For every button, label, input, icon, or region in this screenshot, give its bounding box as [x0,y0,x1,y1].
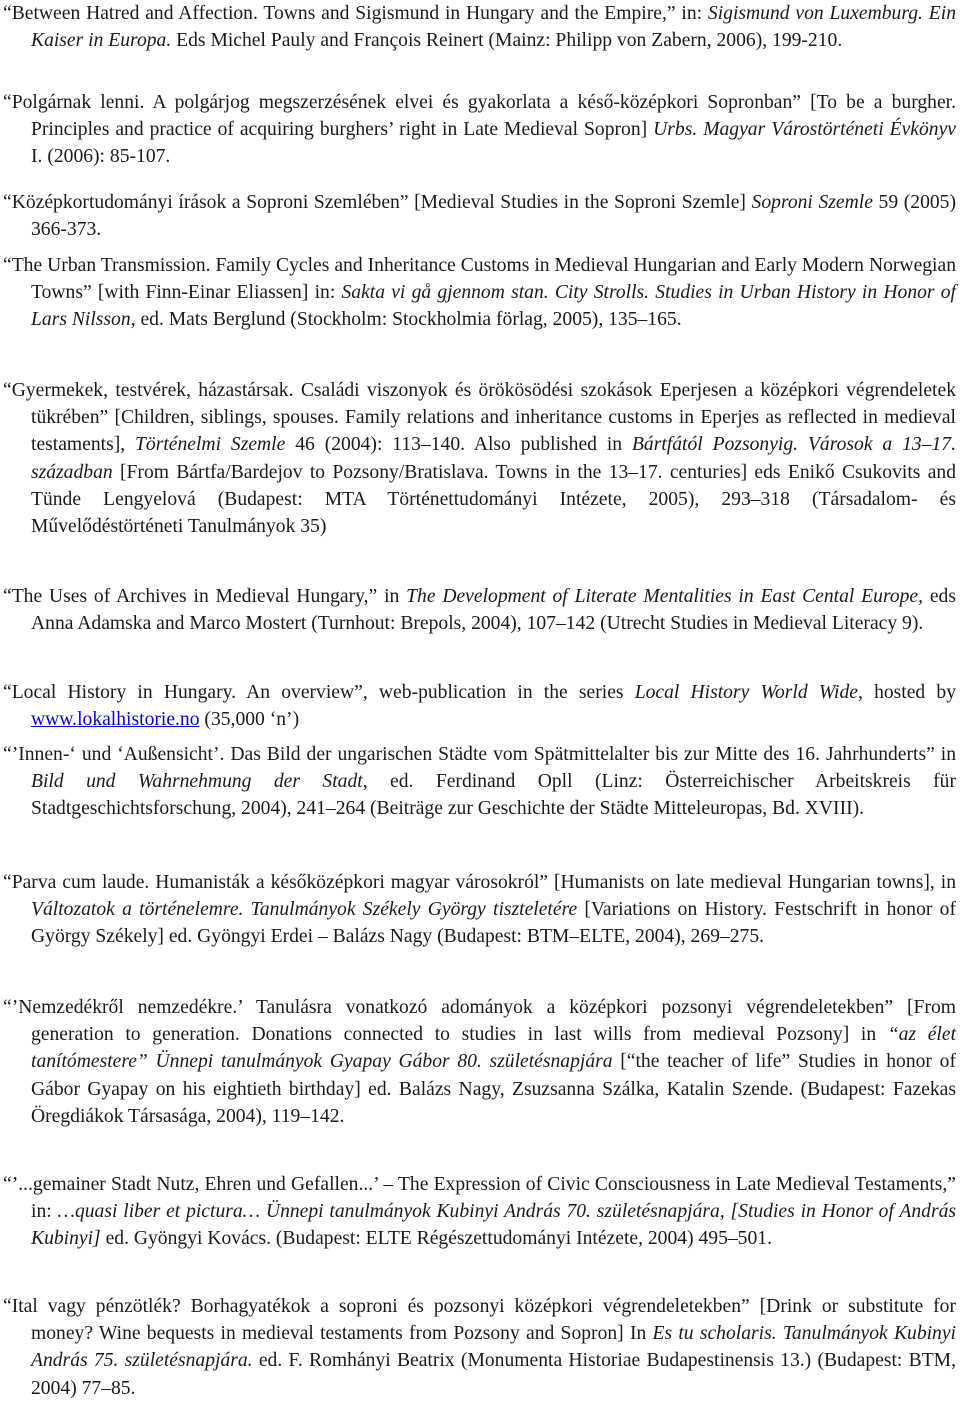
publication-title: Local History World Wide [634,682,858,703]
citation-text: “Középkortudományi írások a Soproni Szemlében” [Medieval Studies in the Soproni Szemle] [3,192,752,213]
citation-text: , ed. Ferdinand Opll (Linz: Österreichischer Arbeitskreis für Stadtgeschichtsforschung, 2004), 241–264 (Beiträge zur Geschichte der Städte Mitteleuropas, Bd. XVIII). [31,771,957,820]
citation-text: “Polgárnak lenni. A polgárjog megszerzésének elvei és gyakorlata a késő-középkori Sopronban” [To be a burgher. Principles and practice of acquiring burghers’ right in Late Medieval Sopron] [3,92,956,141]
bibliography-entry-innen [0,741,956,823]
bibliography-entry-gyermekek [0,377,956,540]
bibliography-entry-gemainer [0,1171,956,1253]
citation-text: [Variations on History. Festschrift in honor of György Székely] ed. Gyöngyi Erdei – Balázs Nagy (Budapest: BTM–ELTE, 2004), 269–275. [31,899,956,948]
bibliography-entry-parva-cum-laude [0,869,956,951]
citation-text: [“the teacher of life” Studies in honor of Gábor Gyapay on his eightieth birthday] ed. Balázs Nagy, Zsuzsanna Szálka, Katalin Szende. (Budapest: Fazekas Öregdiákok Társasága, 2004), 119–142. [31,1051,956,1127]
publication-title: The Development of Literate Mentalities in East Cental Europe, [406,586,924,607]
bibliography-entry-kozepkortudomanyi [0,189,956,243]
citation-text: , hosted by [858,682,956,703]
publication-title: Es tu scholaris. Tanulmányok Kubinyi András 75. születésnapjára. [31,1323,956,1372]
citation-text: [From Bártfa/Bardejov to Pozsony/Bratislava. Towns in the 13–17. centuries] eds Enikő Csukovits and Tünde Lengyelová (Budapest: MTA Történettudományi Intézete, 2005), 293–318 (Társadalom- és Művelődéstörténeti Tanulmányok 35) [31,461,956,538]
bibliography-entry-urban-transmission [0,252,956,334]
bibliography-entry-ital-vagy-penzotlek [0,1293,956,1402]
citation-text: 46 (2004): 113–140. Also published in [285,434,632,456]
citation-text: “Gyermekek, testvérek, házastársak. Családi viszonyok és örökösödési szokások Eperjesen a középkori végrendeletek tükrében” [Children, siblings, spouses. Family relations and inheritance customs in Eperjes as reflected in medieval testaments], [3,380,956,456]
publication-title: Urbs. Magyar Várostörténeti Évkönyv [653,119,956,141]
publication-title: Sigismund von Luxemburg. Ein Kaiser in Europa. [31,3,956,52]
citation-text: (35,000 ‘n’) [199,709,300,731]
publication-title: “az élet tanítómestere” Ünnepi tanulmányok Gyapay Gábor 80. születésnapjára [31,1024,957,1073]
citation-text: Eds Michel Pauly and François Reinert (Mainz: Philipp von Zabern, 2006), 199-210. [171,30,843,52]
publication-title: Bild und Wahrnehmung der Stadt [31,771,363,793]
citation-text: 59 (2005) 366-373. [31,192,956,241]
citation-text: ed. Gyöngyi Kovács. (Budapest: ELTE Régészettudományi Intézete, 2004) 495–501. [100,1228,772,1250]
citation-text: “Ital vagy pénzötlék? Borhagyatékok a soproni és pozsonyi középkori végrendeletekben” [Drink or substitute for money? Wine bequests in medieval testaments from Pozsony and Sopron] In [3,1296,956,1345]
citation-text: eds Anna Adamska and Marco Mostert (Turnhout: Brepols, 2004), 107–142 (Utrecht Studies in Medieval Literacy 9). [31,586,956,635]
publication-title: …quasi liber et pictura… Ünnepi tanulmányok Kubinyi András 70. születésnapjára, [Studies in Honor of András Kubinyi] [31,1201,956,1250]
citation-text: I. (2006): 85-107. [31,146,171,168]
citation-text: “Between Hatred and Affection. Towns and Sigismund in Hungary and the Empire,” in: [3,3,708,24]
citation-text: “Local History in Hungary. An overview”, web-publication in the series [3,682,635,703]
citation-text: “The Urban Transmission. Family Cycles and Inheritance Customs in Medieval Hungarian and Early Modern Norwegian Towns” [with Finn-Einar Eliassen] in: [3,255,956,304]
bibliography-entry-hatred [0,0,956,54]
citation-text: “’...gemainer Stadt Nutz, Ehren und Gefallen...’ – The Expression of Civic Consciousness in Late Medieval Testaments,” in: [3,1174,956,1223]
citation-text: , ed. Mats Berglund (Stockholm: Stockholmia förlag, 2005), 135–165. [130,309,682,331]
citation-text: “Parva cum laude. Humanisták a későközépkori magyar városokról” [Humanists on late medieval Hungarian towns], in [3,872,956,893]
citation-text: “’Innen-‘ und ‘Außensicht’. Das Bild der ungarischen Städte vom Spätmittelalter bis zur Mitte des 16. Jahrhunderts” in [3,744,956,765]
bibliography-entry-uses-of-archives [0,583,956,637]
citation-text: “The Uses of Archives in Medieval Hungary,” in [3,586,407,607]
citation-text: “’Nemzedékről nemzedékre.’ Tanulásra vonatkozó adományok a középkori pozsonyi végrendeletekben” [From generation to generation. Donations connected to studies in last wills from medieval Pozsony] in [3,997,956,1046]
publication-title: Bártfától Pozsonyig. Városok a 13–17. században [31,434,956,483]
publication-title: Történelmi Szemle [135,434,286,456]
publication-title: Soproni Szemle [751,192,873,213]
bibliography-entry-polgarnak [0,89,956,171]
publication-title: Változatok a történelemre. Tanulmányok Székely György tiszteletére [31,899,578,921]
bibliography-entry-nemzedekrol [0,994,956,1130]
publication-title: Sakta vi gå gjennom stan. City Strolls. Studies in Urban History in Honor of Lars Nilsson [31,282,956,331]
bibliography-entry-local-history [0,679,956,733]
website-link[interactable]: www.lokalhistorie.no [31,709,200,731]
citation-text: ed. F. Romhányi Beatrix (Monumenta Historiae Budapestinensis 13.) (Budapest: BTM, 2004) 77–85. [31,1350,956,1399]
